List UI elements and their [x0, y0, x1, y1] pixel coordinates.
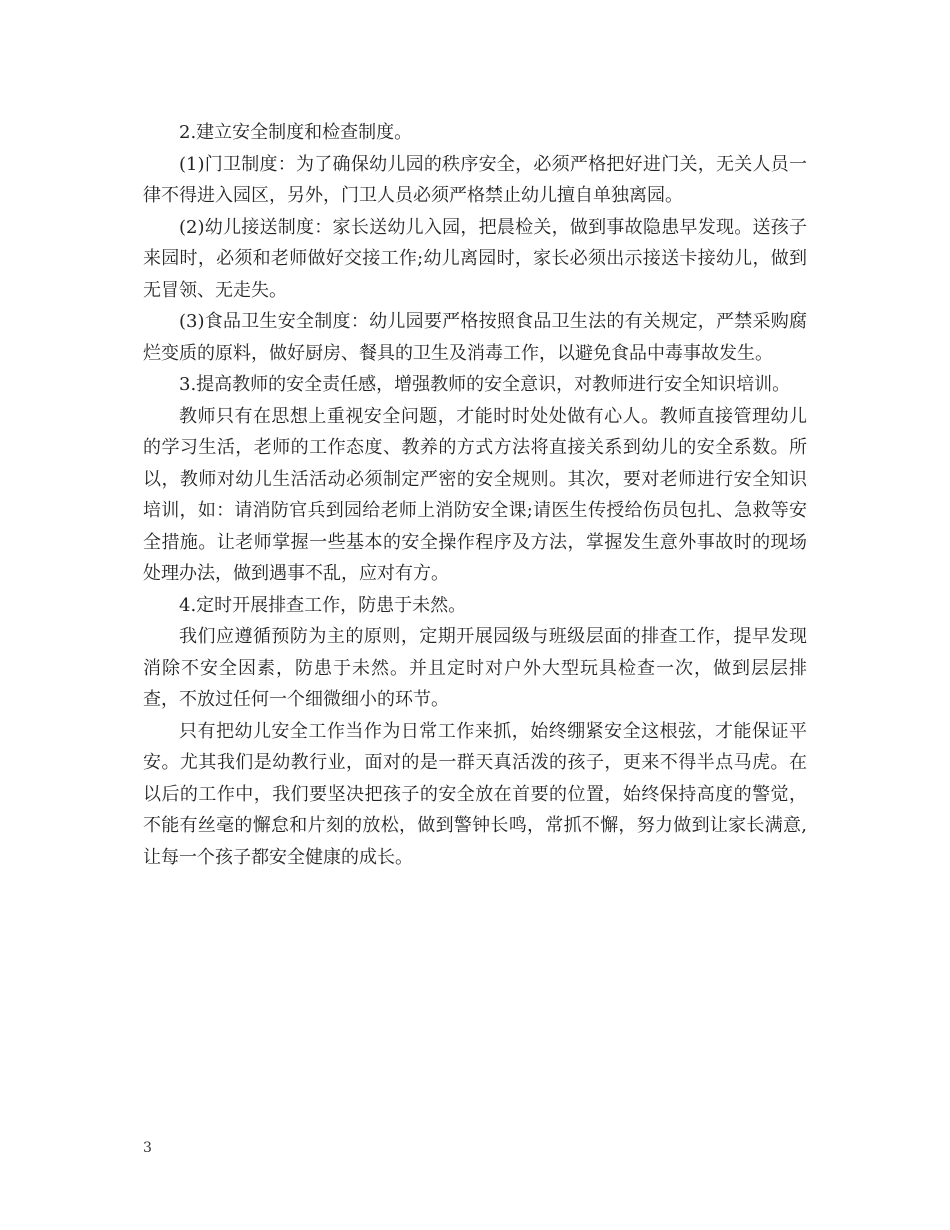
document-body: [143, 117, 807, 873]
paragraph: 2.建立安全制度和检查制度。: [179, 122, 413, 143]
paragraph: (1)门卫制度：为了确保幼儿园的秩序安全，必须严格把好进门关，无关人员一律不得进入园区，另外，门卫人员必须严格禁止幼儿擅自单独离园。: [143, 153, 807, 206]
paragraph: 只有把幼儿安全工作当作为日常工作来抓，始终绷紧安全这根弦，才能保证平安。尤其我们是幼教行业，面对的是一群天真活泼的孩子，更来不得半点马虎。在以后的工作中，我们要坚决把孩子的安全放在首要的位置，始终保持高度的警觉，不能有丝毫的懈怠和片刻的放松，做到警钟长鸣，常抓不懈，努力做到让家长满意,让每一个孩子都安全健康的成长。: [143, 720, 807, 868]
paragraph: 3.提高教师的安全责任感，增强教师的安全意识，对教师进行安全知识培训。: [179, 374, 791, 395]
paragraph: 教师只有在思想上重视安全问题，才能时时处处做有心人。教师直接管理幼儿的学习生活，老师的工作态度、教养的方式方法将直接关系到幼儿的安全系数。所以，教师对幼儿生活活动必须制定严密的安全规则。其次，要对老师进行安全知识培训，如：请消防官兵到园给老师上消防安全课;请医生传授给伤员包扎、急救等安全措施。让老师掌握一些基本的安全操作程序及方法，掌握发生意外事故时的现场处理办法，做到遇事不乱，应对有方。: [143, 405, 807, 584]
paragraph: (3)食品卫生安全制度：幼儿园要严格按照食品卫生法的有关规定，严禁采购腐烂变质的原料，做好厨房、餐具的卫生及消毒工作，以避免食品中毒事故发生。: [143, 311, 807, 364]
page-number: 3: [143, 1140, 152, 1156]
paragraph: (2)幼儿接送制度：家长送幼儿入园，把晨检关，做到事故隐患早发现。送孩子来园时，必须和老师做好交接工作;幼儿离园时，家长必须出示接送卡接幼儿，做到无冒领、无走失。: [143, 216, 807, 301]
paragraph: 我们应遵循预防为主的原则，定期开展园级与班级层面的排查工作，提早发现消除不安全因素，防患于未然。并且定时对户外大型玩具检查一次，做到层层排查，不放过任何一个细微细小的环节。: [143, 626, 807, 710]
paragraph: 4.定时开展排查工作，防患于未然。: [179, 594, 467, 616]
